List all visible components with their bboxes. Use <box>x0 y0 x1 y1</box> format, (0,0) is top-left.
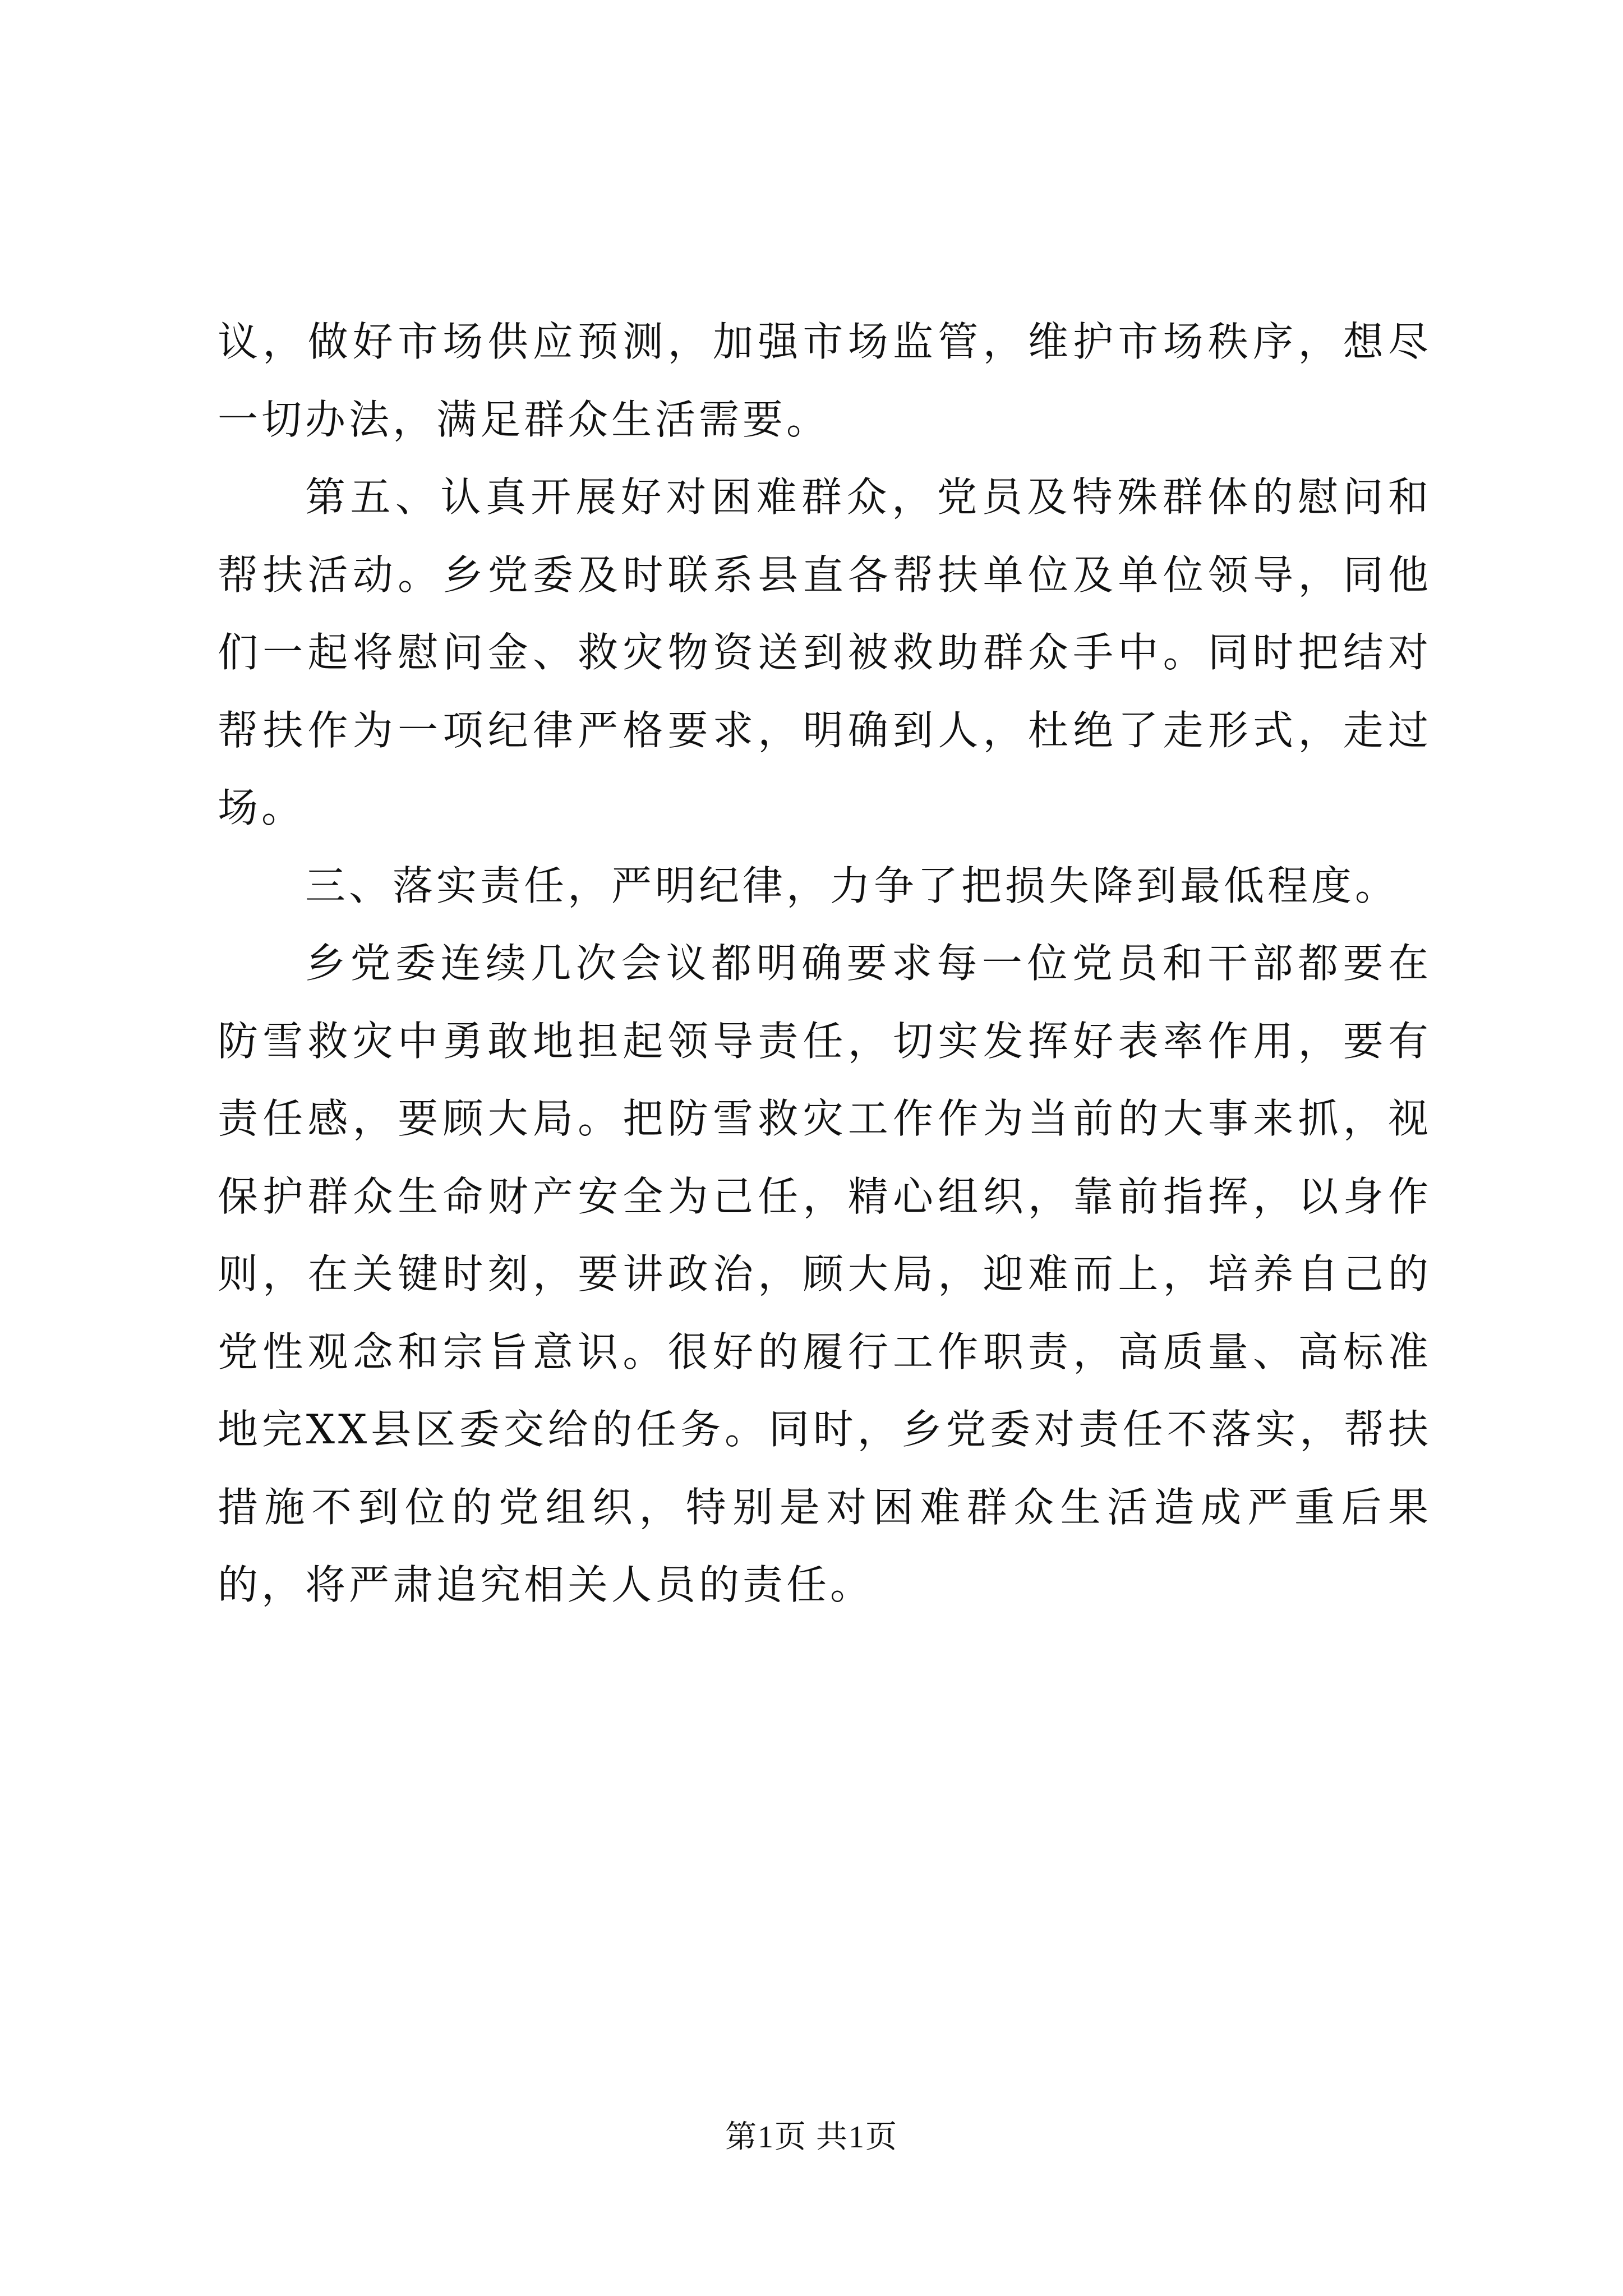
document-body <box>218 303 1432 1624</box>
paragraph-item-five: 第五、认真开展好对困难群众，党员及特殊群体的慰问和帮扶活动。乡党委及时联系县直各帮扶单位及单位领导，同他们一起将慰问金、救灾物资送到被救助群众手中。同时把结对帮扶作为一项纪律严格要求，明确到人，杜绝了走形式，走过场。 <box>218 473 1432 831</box>
paragraph-responsibility: 乡党委连续几次会议都明确要求每一位党员和干部都要在防雪救灾中勇敢地担起领导责任，切实发挥好表率作用，要有责任感，要顾大局。把防雪救灾工作作为当前的大事来抓，视保护群众生命财产安全为己任，精心组织，靠前指挥，以身作则，在关键时刻，要讲政治，顾大局，迎难而上，培养自己的党性观念和宗旨意识。很好的履行工作职责，高质量、高标准地完XX县区委交给的任务。同时，乡党委对责任不落实，帮扶措施不到位的党组织，特别是对困难群众生活造成严重后果的，将严肃追究相关人员的责任。 <box>218 940 1432 1608</box>
page-footer: 第1页 共1页 <box>725 2120 898 2155</box>
section-heading-three: 三、落实责任，严明纪律，力争了把损失降到最低程度。 <box>305 862 1399 909</box>
paragraph-continuation: 议，做好市场供应预测，加强市场监管，维护市场秩序，想尽一切办法，满足群众生活需要。 <box>218 318 1432 443</box>
